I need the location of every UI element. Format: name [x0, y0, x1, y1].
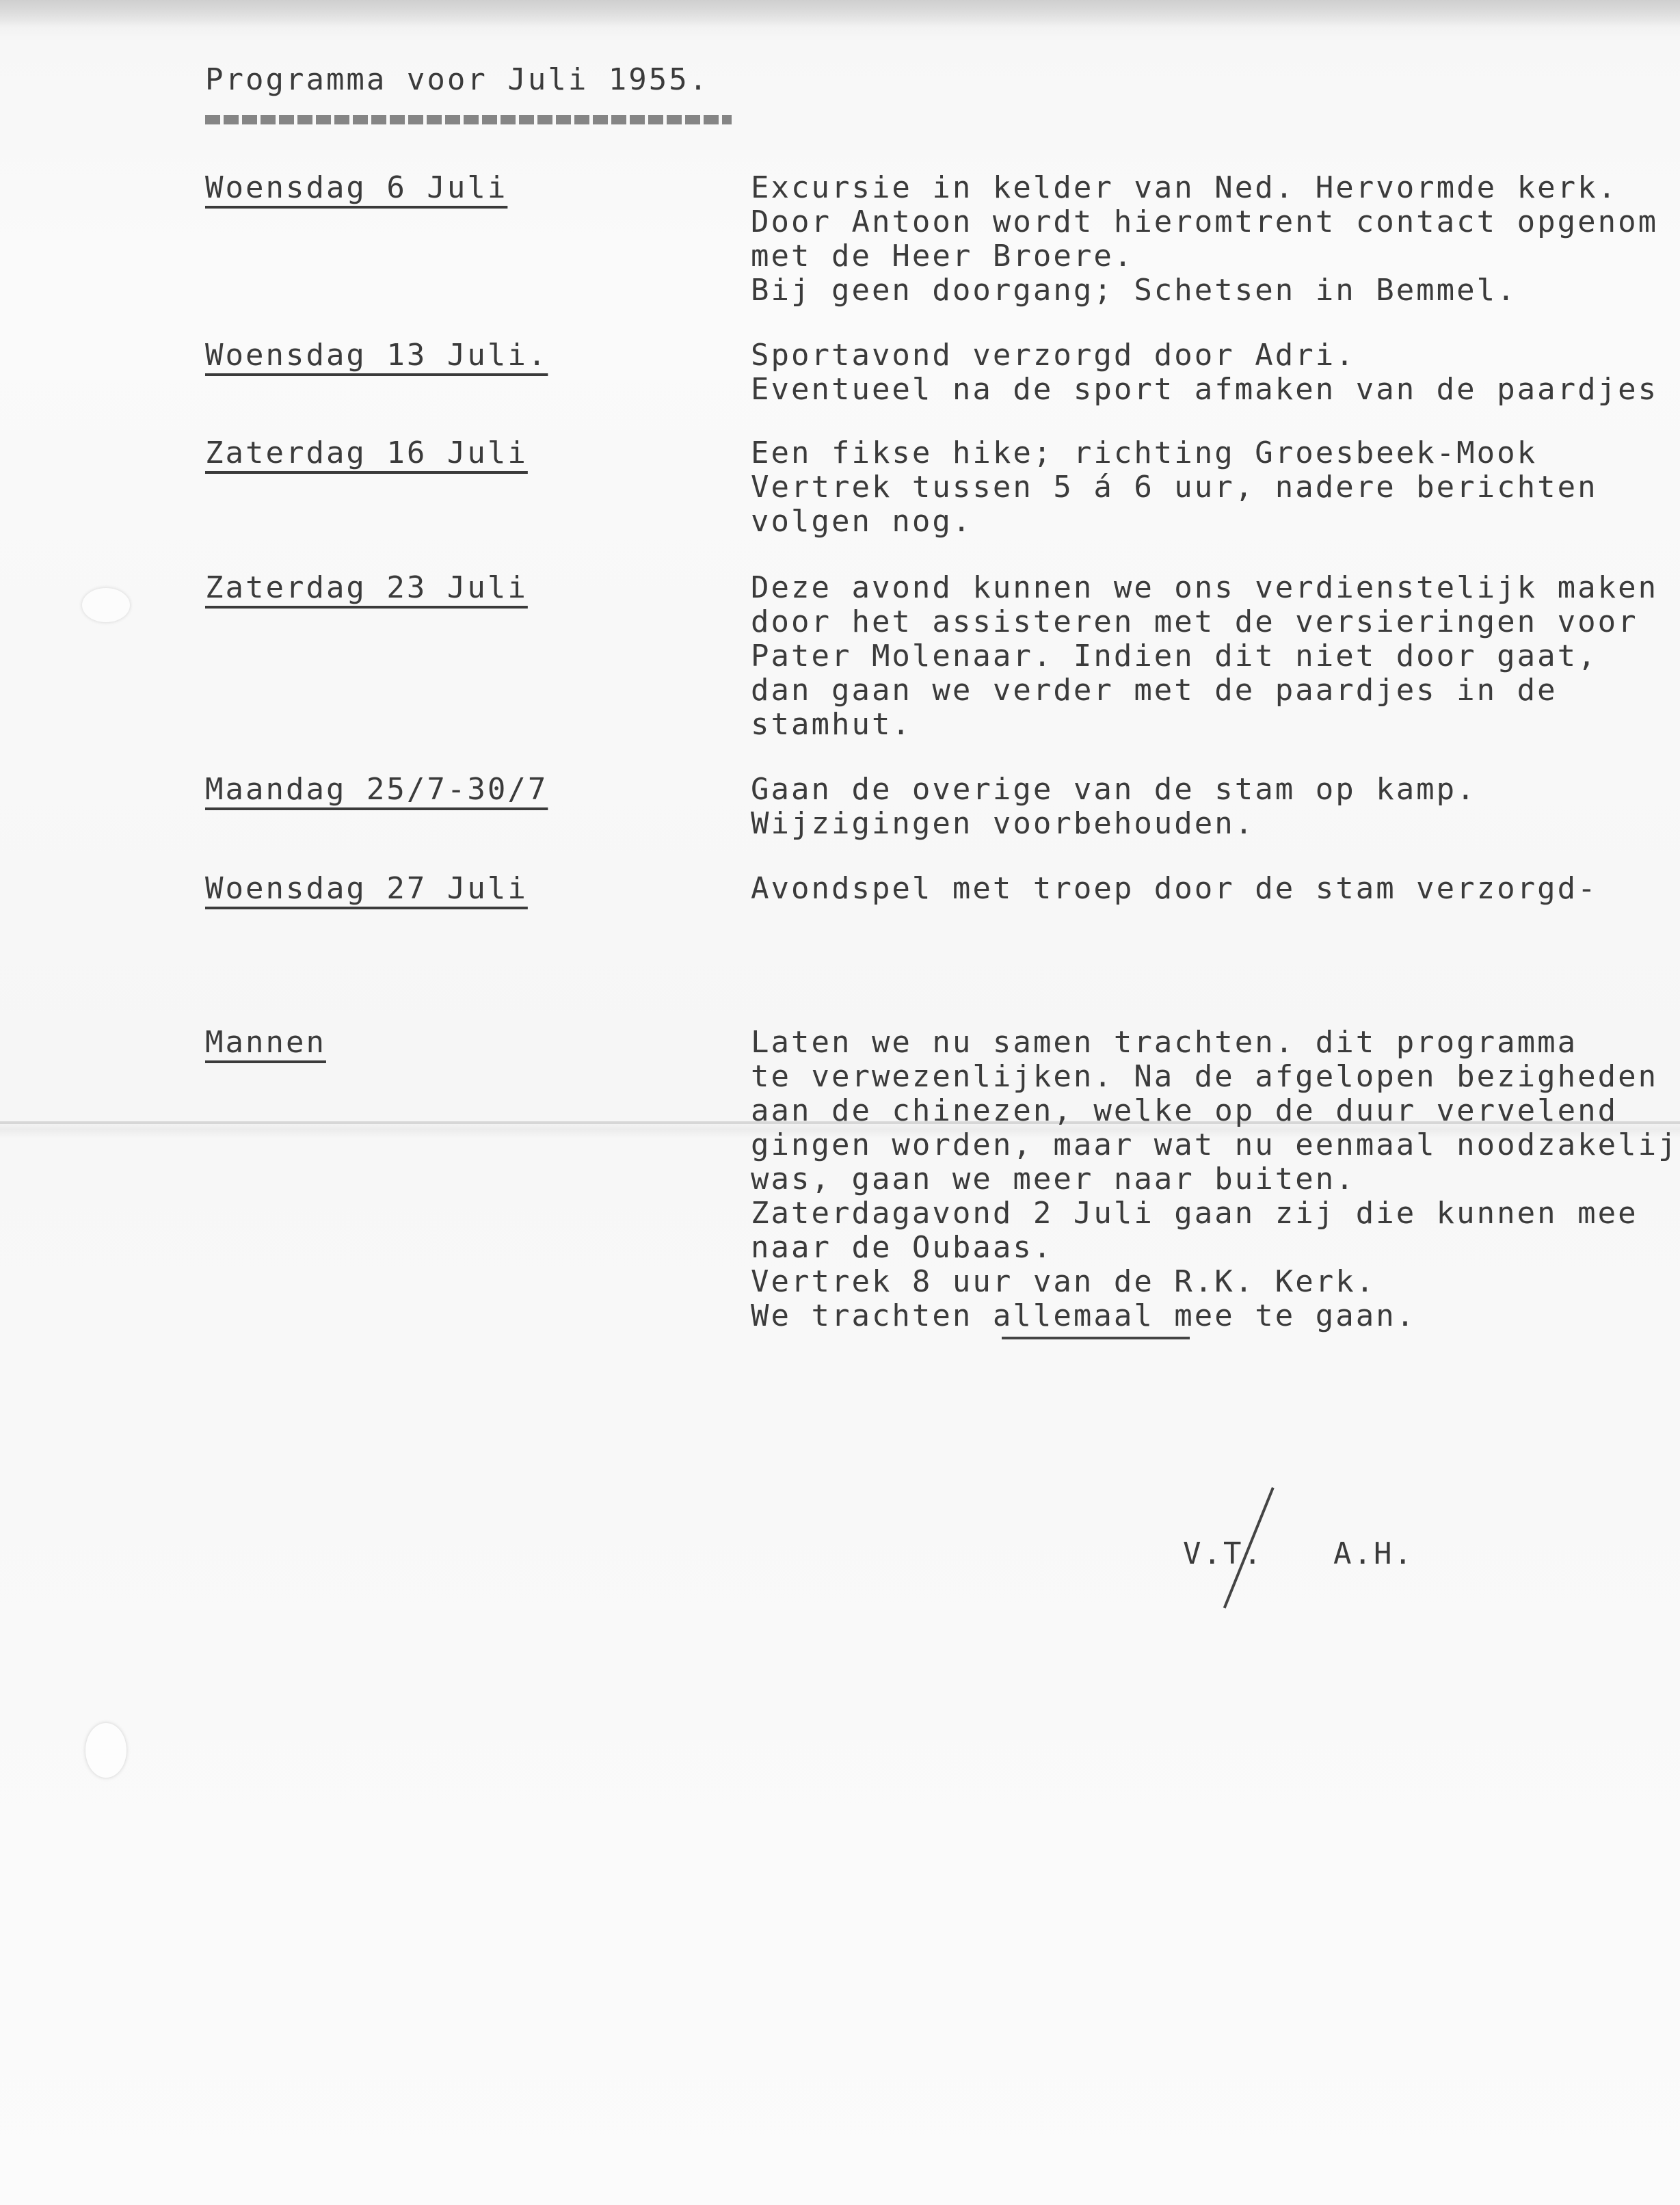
paper-damage-spot — [82, 588, 130, 622]
entry-line: was, gaan we meer naar buiten. — [751, 1162, 1356, 1197]
entry-date: Zaterdag 16 Juli — [205, 436, 528, 470]
entry-date: Woensdag 13 Juli. — [205, 338, 548, 373]
entry-line: volgen nog. — [751, 504, 973, 539]
signature-right-initials: A.H. — [1333, 1536, 1414, 1571]
entry-line: We trachten allemaal mee te gaan. — [751, 1298, 1417, 1333]
entry-line: stamhut. — [751, 707, 912, 742]
allemaal-underline — [1002, 1337, 1190, 1339]
torn-top-edge — [0, 0, 1680, 27]
entry-date: Mannen — [205, 1025, 326, 1060]
signature-left-initials: V.T. — [1183, 1536, 1264, 1571]
entry-line: Eventueel na de sport afmaken van de paardjes — [751, 372, 1659, 407]
paper-damage-spot — [85, 1723, 126, 1778]
entry-line: Zaterdagavond 2 Juli gaan zij die kunnen mee — [751, 1196, 1638, 1231]
entry-line: Door Antoon wordt hieromtrent contact opgenom — [751, 204, 1659, 239]
entry-line: Wijzigingen voorbehouden. — [751, 806, 1255, 841]
entry-line: Vertrek tussen 5 á 6 uur, nadere berichten — [751, 470, 1598, 505]
entry-line: naar de Oubaas. — [751, 1230, 1054, 1265]
page-title: Programma voor Juli 1955. — [205, 62, 710, 97]
entry-line: gingen worden, maar wat nu eenmaal noodzakelij — [751, 1127, 1679, 1162]
entry-line: door het assisteren met de versieringen voor — [751, 604, 1638, 639]
entry-line: Pater Molenaar. Indien dit niet door gaat, — [751, 639, 1598, 673]
entry-date: Maandag 25/7-30/7 — [205, 772, 548, 807]
title-double-rule — [205, 115, 732, 124]
entry-line: met de Heer Broere. — [751, 239, 1134, 273]
entry-date: Zaterdag 23 Juli — [205, 570, 528, 605]
entry-line: te verwezenlijken. Na de afgelopen bezigheden — [751, 1059, 1659, 1094]
entry-line: aan de chinezen, welke op de duur vervelend — [751, 1093, 1618, 1128]
entry-line: Avondspel met troep door de stam verzorgd- — [751, 871, 1598, 906]
entry-line: Sportavond verzorgd door Adri. — [751, 338, 1356, 373]
entry-line: Laten we nu samen trachten. dit programma — [751, 1025, 1578, 1060]
entry-line: Deze avond kunnen we ons verdienstelijk maken — [751, 570, 1659, 605]
entry-line: Een fikse hike; richting Groesbeek-Mook — [751, 436, 1538, 470]
entry-date: Woensdag 27 Juli — [205, 871, 528, 906]
entry-line: Bij geen doorgang; Schetsen in Bemmel. — [751, 273, 1517, 308]
entry-date: Woensdag 6 Juli — [205, 170, 508, 205]
entry-line: Excursie in kelder van Ned. Hervormde kerk. — [751, 170, 1618, 205]
entry-line: dan gaan we verder met de paardjes in de — [751, 673, 1558, 708]
entry-line: Vertrek 8 uur van de R.K. Kerk. — [751, 1264, 1376, 1299]
entry-line: Gaan de overige van de stam op kamp. — [751, 772, 1477, 807]
